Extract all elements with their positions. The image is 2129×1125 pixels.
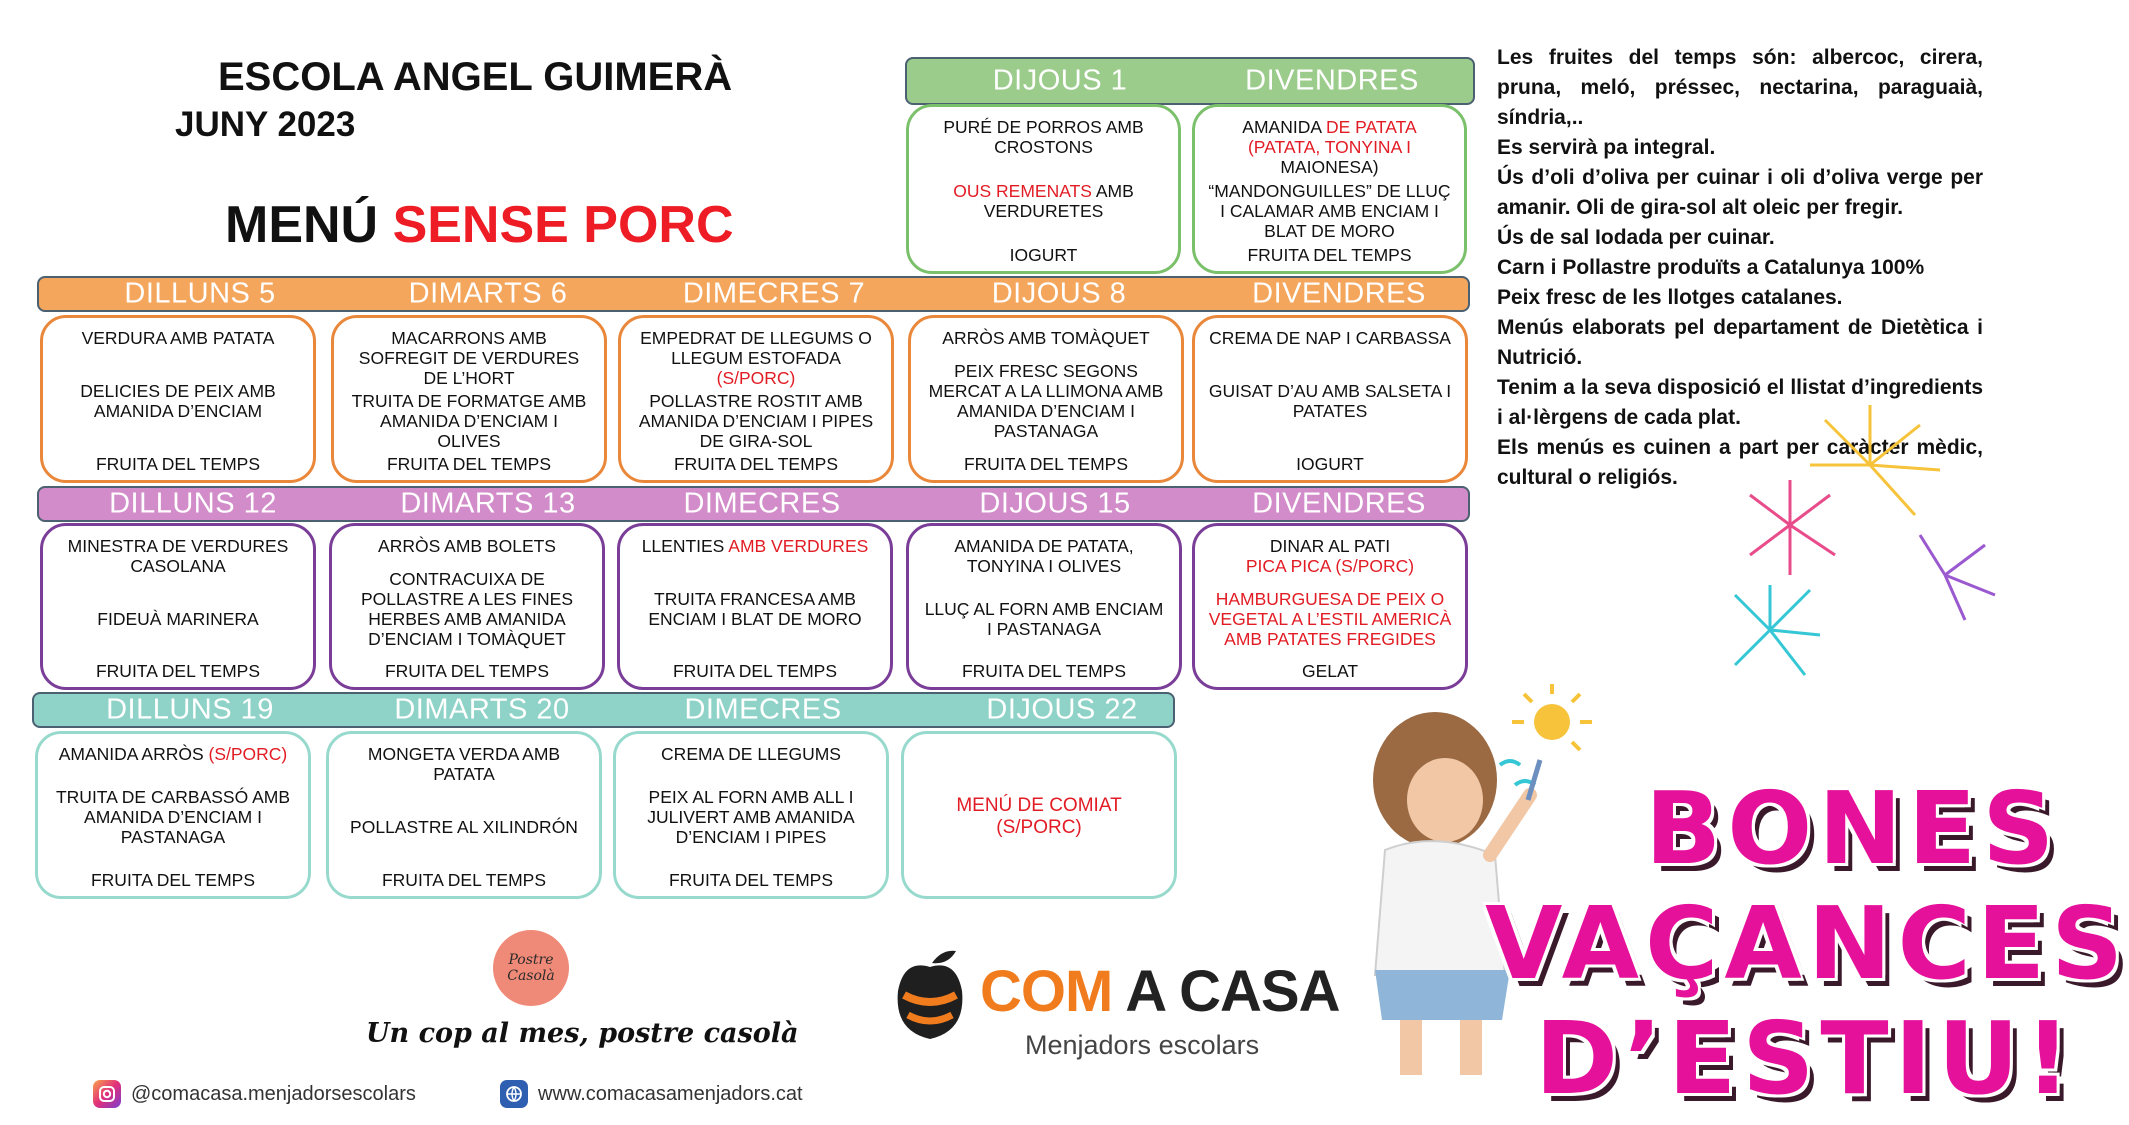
dish-text: VERDURA AMB PATATA bbox=[81, 328, 275, 348]
week-band-4 bbox=[32, 692, 1175, 728]
vacation-line-3: D’ESTIU! bbox=[1535, 1000, 2077, 1117]
note-line: Ús d’oli d’oliva per cuinar i oli d’oliva verge per amanir. Oli de gira-sol alt oleic per fregir. bbox=[1497, 166, 1983, 219]
day-menu-card bbox=[906, 104, 1181, 274]
dish-text: FRUITA DEL TEMPS bbox=[961, 661, 1126, 681]
dish bbox=[55, 609, 301, 629]
school-name: ESCOLA ANGEL GUIMERÀ bbox=[218, 55, 733, 99]
menu-title bbox=[225, 195, 734, 255]
dish-text: GELAT bbox=[1301, 661, 1359, 681]
note-line: Els menús es cuinen a part per caràcter mèdic, cultural o religiós. bbox=[1497, 436, 1983, 489]
dish bbox=[921, 599, 1167, 639]
dish-text: FRUITA DEL TEMPS bbox=[384, 661, 549, 681]
dish-text: ARRÒS AMB TOMÀQUET bbox=[942, 328, 1150, 348]
dish-text: MENÚ DE COMIAT bbox=[956, 795, 1122, 816]
dish bbox=[921, 245, 1166, 265]
dish-text: FRUITA DEL TEMPS bbox=[672, 661, 837, 681]
dish bbox=[344, 536, 590, 556]
menu-title-prefix: MENÚ bbox=[225, 196, 379, 254]
dish-text: PICA PICA (S/PORC) bbox=[1245, 556, 1415, 576]
brand-subtitle: Menjadors escolars bbox=[1025, 1030, 1260, 1060]
dish-text: POLLASTRE ROSTIT AMB AMANIDA D’ENCIAM I PIPES DE GIRA-SOL bbox=[638, 391, 874, 451]
dish bbox=[923, 361, 1169, 441]
dish-text: PURÉ DE PORROS AMB CROSTONS bbox=[943, 117, 1144, 157]
dish-text: AMB VERDURETES bbox=[983, 181, 1134, 221]
firework-cyan bbox=[1735, 585, 1820, 675]
dish bbox=[55, 536, 301, 576]
dish-text: OUS REMENATS bbox=[953, 181, 1092, 201]
dish-text: LLUÇ AL FORN AMB ENCIAM I PASTANAGA bbox=[924, 598, 1164, 639]
dish-text: (S/PORC) bbox=[716, 368, 796, 388]
day-label: DIJOUS 22 bbox=[986, 693, 1138, 726]
day-menu-card bbox=[40, 523, 316, 690]
dish-text: TRUITA DE CARBASSÓ AMB AMANIDA D’ENCIAM I PASTANAGA bbox=[55, 787, 291, 847]
day-menu-card bbox=[1192, 104, 1467, 274]
dish-text: DE PATATA (PATATA, TONYINA I bbox=[1247, 117, 1417, 157]
dish bbox=[341, 870, 587, 890]
dish bbox=[1207, 381, 1453, 421]
day-label: DIVENDRES bbox=[1252, 277, 1426, 310]
dish bbox=[341, 817, 587, 837]
dish bbox=[50, 870, 296, 890]
note-line: Ús de sal Iodada per cuinar. bbox=[1497, 226, 1775, 249]
dish-text: CONTRACUIXA DE POLLASTRE A LES FINES HERBES AMB AMANIDA D’ENCIAM I TOMÀQUET bbox=[360, 568, 574, 649]
dish bbox=[344, 569, 590, 649]
day-label: DIMECRES bbox=[684, 693, 842, 726]
dish-text: TRUITA DE FORMATGE AMB AMANIDA D’ENCIAM I OLIVES bbox=[351, 391, 587, 451]
day-menu-card bbox=[35, 731, 311, 899]
dish-text: AMANIDA DE PATATA, TONYINA I OLIVES bbox=[954, 536, 1134, 576]
firework-purple bbox=[1920, 535, 1995, 620]
day-label: DILLUNS 19 bbox=[106, 693, 274, 726]
day-label: DILLUNS 5 bbox=[124, 277, 276, 310]
dish bbox=[633, 391, 879, 451]
day-label: DIJOUS 15 bbox=[979, 487, 1131, 520]
dish bbox=[632, 589, 878, 629]
menu-month: JUNY 2023 bbox=[175, 105, 356, 144]
dish-text: AMB VERDURES bbox=[728, 536, 869, 556]
day-menu-card bbox=[331, 315, 607, 483]
dish bbox=[1207, 454, 1453, 474]
dish-text: FRUITA DEL TEMPS bbox=[95, 661, 260, 681]
fireworks-illustration bbox=[1730, 395, 2000, 695]
apple-logo-icon bbox=[890, 945, 970, 1045]
week-band-3 bbox=[37, 486, 1470, 522]
menu-title-highlight: SENSE PORC bbox=[392, 196, 734, 254]
day-menu-card bbox=[617, 523, 893, 690]
brand-name-part1: COM bbox=[980, 959, 1113, 1024]
dish-text: FRUITA DEL TEMPS bbox=[963, 454, 1128, 474]
day-label: DIMECRES 7 bbox=[682, 277, 866, 310]
dish-text: PEIX AL FORN AMB ALL I JULIVERT AMB AMANIDA D’ENCIAM I PIPES bbox=[647, 787, 855, 847]
website-url: www.comacasamenjadors.cat bbox=[538, 1082, 803, 1105]
dish-text: MONGETA VERDA AMB PATATA bbox=[367, 744, 561, 784]
dish-text: IOGURT bbox=[1009, 245, 1078, 265]
dish-text: FIDEUÀ MARINERA bbox=[97, 608, 259, 629]
day-menu-card bbox=[1192, 315, 1468, 483]
dish bbox=[923, 454, 1169, 474]
dish bbox=[50, 744, 296, 764]
instagram-link[interactable] bbox=[93, 1080, 416, 1108]
dish-text: AMANIDA ARRÒS bbox=[58, 744, 209, 764]
note-line: Es servirà pa integral. bbox=[1497, 136, 1716, 159]
dish-text: MACARRONS AMB SOFREGIT DE VERDURES DE L’HORT bbox=[358, 328, 580, 388]
firework-yellow bbox=[1810, 405, 1940, 515]
dish bbox=[50, 787, 296, 847]
day-menu-card bbox=[613, 731, 889, 899]
dish bbox=[632, 661, 878, 681]
dish-text: (S/PORC) bbox=[996, 817, 1082, 838]
dish bbox=[633, 328, 879, 388]
day-label: DIMARTS 6 bbox=[408, 277, 568, 310]
day-menu-card bbox=[906, 523, 1182, 690]
dish-text: DINAR AL PATI bbox=[1269, 536, 1391, 556]
dish bbox=[628, 744, 874, 764]
dish-text: IOGURT bbox=[1296, 454, 1364, 474]
instagram-handle: @comacasa.menjadorsescolars bbox=[131, 1082, 416, 1105]
dish-text: AMANIDA bbox=[1242, 117, 1326, 137]
dish bbox=[55, 454, 301, 474]
note-line: Peix fresc de les llotges catalanes. bbox=[1497, 286, 1843, 309]
day-label: DIVENDRES bbox=[1252, 487, 1426, 520]
dish bbox=[55, 328, 301, 348]
dish-text: CREMA DE LLEGUMS bbox=[661, 744, 841, 764]
dish bbox=[628, 870, 874, 890]
website-link[interactable] bbox=[500, 1080, 803, 1108]
dish-text: PEIX FRESC SEGONS MERCAT A LA LLIMONA AMB AMANIDA D’ENCIAM I PASTANAGA bbox=[928, 361, 1164, 441]
day-menu-card bbox=[40, 315, 316, 483]
day-label: DIJOUS 8 bbox=[991, 277, 1127, 310]
dish bbox=[346, 391, 592, 451]
vacation-line-2: VAÇANCES bbox=[1485, 885, 2129, 1002]
dish-text: HAMBURGUESA DE PEIX O VEGETAL A L’ESTIL AMERICÀ AMB PATATES FREGIDES bbox=[1208, 588, 1452, 649]
day-menu-card bbox=[901, 731, 1177, 899]
dish bbox=[344, 661, 590, 681]
dish bbox=[341, 744, 587, 784]
dish-text: FRUITA DEL TEMPS bbox=[673, 454, 838, 474]
dish-text: FRUITA DEL TEMPS bbox=[668, 870, 833, 890]
dish bbox=[1207, 181, 1452, 241]
day-label: DIMECRES bbox=[683, 487, 841, 520]
instagram-icon bbox=[93, 1080, 121, 1108]
day-label: DIMARTS 20 bbox=[394, 693, 570, 726]
dish bbox=[1207, 661, 1453, 681]
dish-text: LLENTIES bbox=[641, 536, 729, 556]
note-line: Carn i Pollastre produïts a Catalunya 100% bbox=[1497, 256, 1925, 279]
day-menu-card bbox=[329, 523, 605, 690]
note-line: Les fruites del temps són: albercoc, cirera, pruna, meló, préssec, nectarina, paraguaià, síndria,.. bbox=[1497, 46, 1983, 129]
day-label: DIVENDRES bbox=[1245, 64, 1419, 97]
dish-text: TRUITA FRANCESA AMB ENCIAM I BLAT DE MORO bbox=[648, 588, 862, 629]
dish-text: CREMA DE NAP I CARBASSA bbox=[1209, 328, 1451, 348]
note-line: Menús elaborats pel departament de Dietètica i Nutrició. bbox=[1497, 316, 1983, 369]
dish bbox=[921, 661, 1167, 681]
dish-text: GUISAT D’AU AMB SALSETA I PATATES bbox=[1208, 381, 1452, 421]
day-menu-card bbox=[618, 315, 894, 483]
dish-text: DELICIES DE PEIX AMB AMANIDA D’ENCIAM bbox=[80, 381, 276, 421]
firework-pink bbox=[1750, 480, 1835, 575]
dish bbox=[921, 117, 1166, 157]
dish-text: “MANDONGUILLES” DE LLUÇ I CALAMAR AMB ENCIAM I BLAT DE MORO bbox=[1208, 181, 1451, 241]
day-menu-card bbox=[326, 731, 602, 899]
dish bbox=[1207, 245, 1452, 265]
globe-icon bbox=[500, 1080, 528, 1108]
dish-text: MAIONESA) bbox=[1280, 157, 1379, 177]
dish bbox=[55, 661, 301, 681]
postre-badge-line1: Postre bbox=[508, 952, 554, 968]
dish bbox=[1207, 328, 1453, 348]
dish bbox=[921, 536, 1167, 576]
sun-icon bbox=[1512, 684, 1592, 750]
dish bbox=[921, 181, 1166, 221]
dish-text: FRUITA DEL TEMPS bbox=[381, 870, 546, 890]
day-label: DILLUNS 12 bbox=[109, 487, 277, 520]
week-band-2 bbox=[37, 276, 1470, 312]
dish-text: MINESTRA DE VERDURES CASOLANA bbox=[67, 536, 289, 576]
day-label: DIMARTS 13 bbox=[400, 487, 576, 520]
dish bbox=[55, 381, 301, 421]
postre-casola-badge bbox=[493, 930, 569, 1006]
day-label: DIJOUS 1 bbox=[992, 64, 1128, 97]
day-menu-card bbox=[1192, 523, 1468, 690]
dish bbox=[1207, 117, 1452, 177]
dish bbox=[633, 454, 879, 474]
brand-name-part2: A CASA bbox=[1112, 959, 1340, 1024]
dish bbox=[923, 328, 1169, 348]
dish-text: FRUITA DEL TEMPS bbox=[386, 454, 551, 474]
dish-text: (S/PORC) bbox=[208, 744, 288, 764]
week-band-1 bbox=[905, 57, 1475, 105]
day-menu-card bbox=[908, 315, 1184, 483]
postre-badge-line2: Casolà bbox=[507, 968, 555, 984]
dish bbox=[346, 328, 592, 388]
dish-text: FRUITA DEL TEMPS bbox=[95, 454, 260, 474]
dish bbox=[632, 536, 878, 556]
dish bbox=[346, 454, 592, 474]
dish bbox=[916, 795, 1162, 839]
dish-text: FRUITA DEL TEMPS bbox=[90, 870, 255, 890]
dish-text: ARRÒS AMB BOLETS bbox=[378, 536, 556, 556]
postre-note: Un cop al mes, postre casolà bbox=[366, 1018, 799, 1049]
dish-text: POLLASTRE AL XILINDRÓN bbox=[350, 817, 578, 837]
vacation-line-1: BONES bbox=[1645, 770, 2061, 887]
dish bbox=[1207, 589, 1453, 649]
dish-text: EMPEDRAT DE LLEGUMS O LLEGUM ESTOFADA bbox=[640, 328, 872, 368]
dish bbox=[1207, 536, 1453, 576]
dish-text: FRUITA DEL TEMPS bbox=[1247, 245, 1412, 265]
dish bbox=[628, 787, 874, 847]
note-line: Tenim a la seva disposició el llistat d’ingredients i al·lèrgens de cada plat. bbox=[1497, 376, 1983, 429]
brand-name bbox=[980, 958, 1339, 1025]
